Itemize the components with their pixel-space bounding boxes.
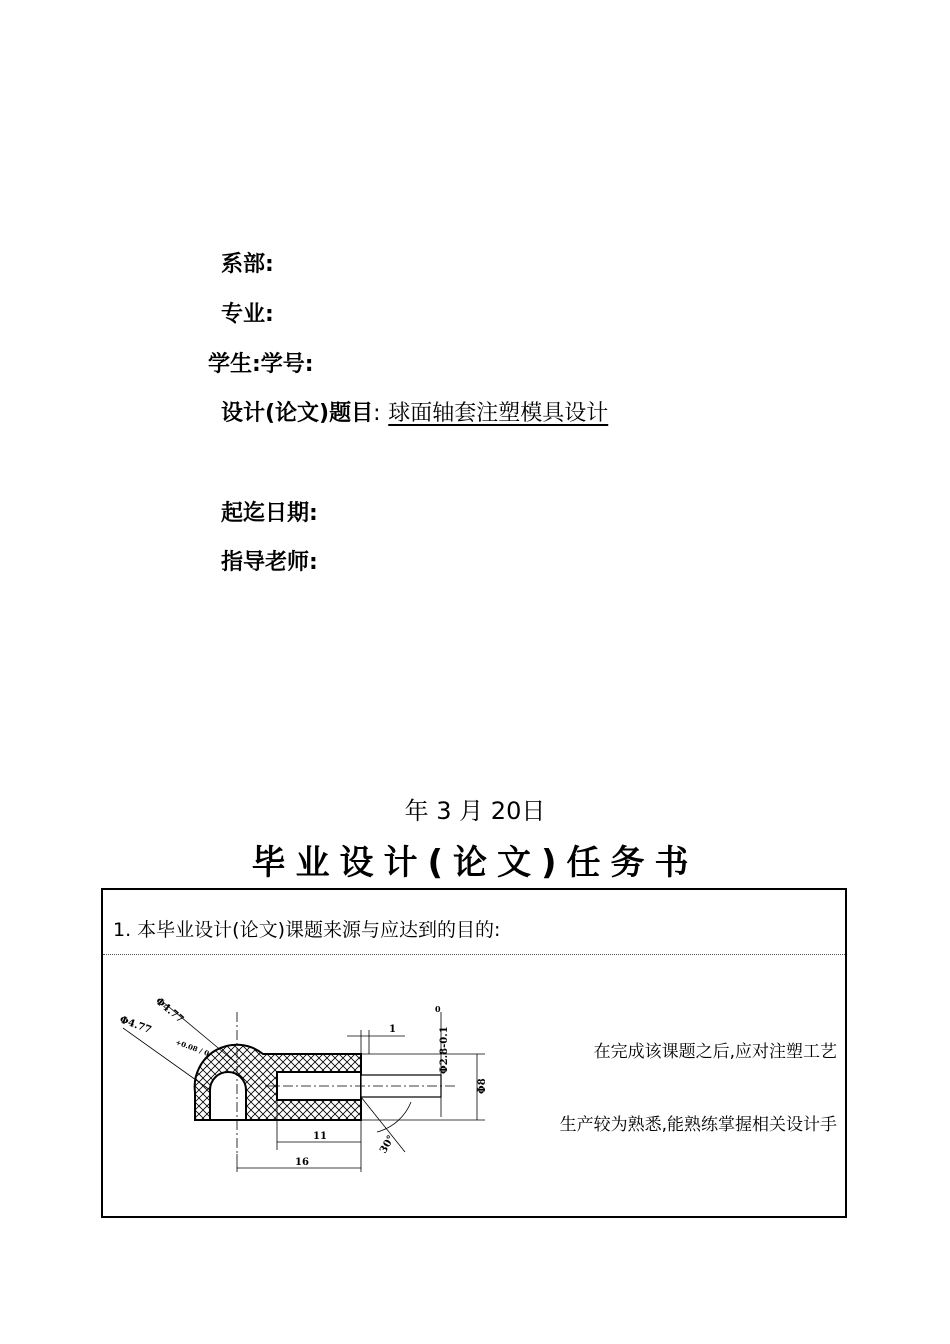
- dim-16: 16: [295, 1157, 309, 1168]
- advisor-label: 指导老师:: [221, 550, 318, 575]
- dates-label: 起迄日期:: [221, 501, 318, 526]
- section-text-line1: 在完成该课题之后,应对注塑工艺: [593, 1042, 837, 1062]
- dim-vert: Φ2.8-0.1: [439, 1026, 450, 1074]
- section-heading: 1. 本毕业设计(论文)课题来源与应达到的目的:: [113, 919, 501, 941]
- topic-row: [221, 399, 608, 429]
- dim-11: 11: [313, 1131, 327, 1142]
- dim-d1: Φ4.77: [153, 995, 186, 1026]
- dim-vert-upper: 0: [435, 1004, 441, 1014]
- section-text-line2: 生产较为熟悉,能熟练掌握相关设计手: [559, 1115, 837, 1135]
- dim-d2: Φ4.77: [117, 1014, 153, 1037]
- student-label: 学生:学号:: [208, 352, 314, 377]
- task-title: 毕业设计(论文)任务书: [251, 843, 699, 883]
- department-label: 系部:: [221, 252, 274, 277]
- topic-value: 球面轴套注塑模具设计: [388, 401, 609, 426]
- major-label: 专业:: [221, 302, 274, 327]
- dim-dia: Φ8: [477, 1078, 488, 1094]
- task-box-header: [103, 890, 845, 955]
- dim-angle: 30°: [378, 1133, 398, 1156]
- part-section: [195, 1045, 441, 1120]
- task-box: [101, 888, 847, 1218]
- part-drawing: [115, 982, 495, 1192]
- topic-separator: :: [373, 401, 381, 426]
- topic-label: 设计(论文)题目: [221, 401, 374, 426]
- dim-tol: +0.08 / 0: [174, 1037, 211, 1058]
- dim-top: 1: [389, 1024, 396, 1035]
- date-line: 年 3 月 20日: [404, 797, 546, 825]
